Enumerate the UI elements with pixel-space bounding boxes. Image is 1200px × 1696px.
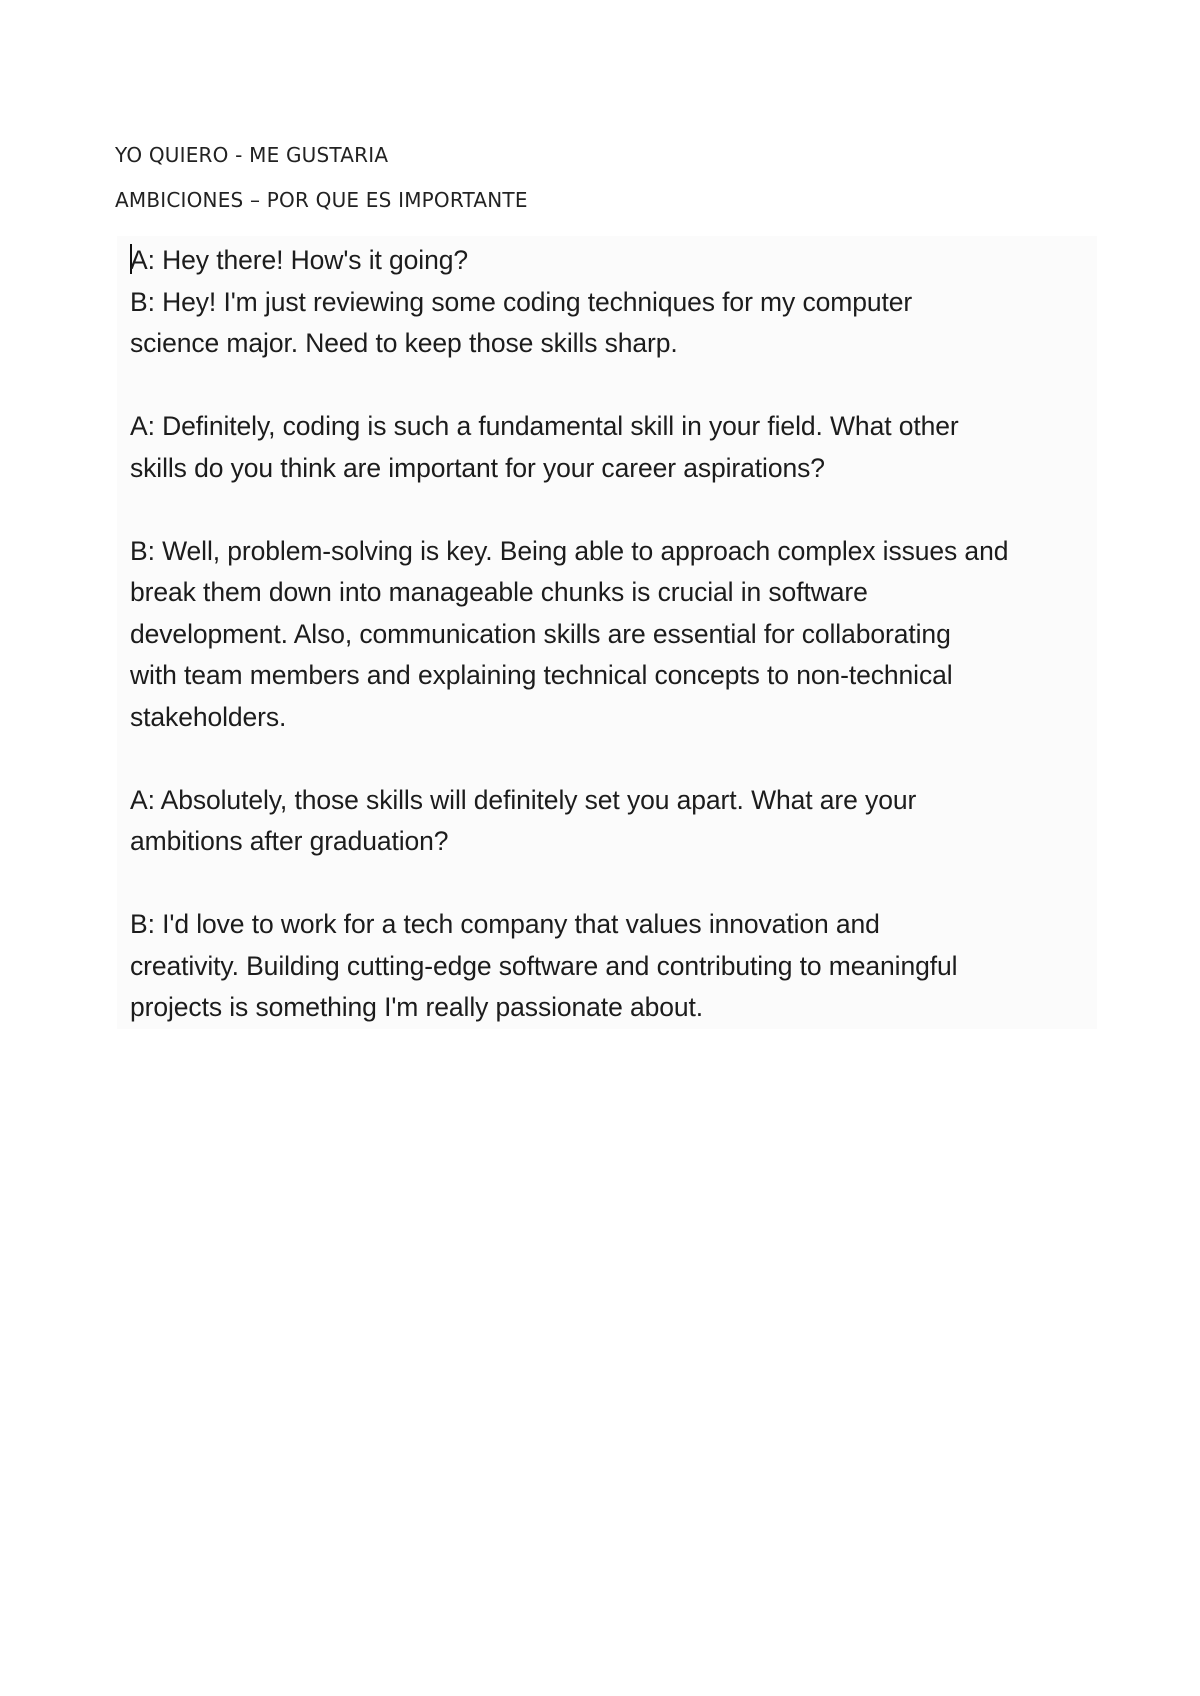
dialogue-text bbox=[130, 240, 1090, 1070]
dialogue-line-text: A: Hey there! How's it going? bbox=[130, 245, 468, 275]
dialogue-line: stakeholders. bbox=[130, 701, 287, 732]
dialogue-line: B: I'd love to work for a tech company that values innovation and bbox=[130, 909, 880, 939]
dialogue-line: A: Absolutely, those skills will definitely set you apart. What are your bbox=[130, 784, 917, 815]
dialogue-line: B: Hey! I'm just reviewing some coding techniques for my computer bbox=[130, 286, 913, 317]
dialogue-line: projects is something I'm really passionate about. bbox=[130, 992, 704, 1022]
dialogue-line: creativity. Building cutting-edge software and contributing to meaningful bbox=[130, 950, 958, 981]
dialogue-line: skills do you think are important for your career aspirations? bbox=[130, 452, 825, 483]
dialogue-turn-2 bbox=[130, 406, 1090, 489]
dialogue-line: ambitions after graduation? bbox=[130, 826, 449, 856]
dialogue-line: B: Well, problem-solving is key. Being able to approach complex issues and bbox=[130, 535, 1009, 566]
dialogue-turn-3 bbox=[130, 531, 1090, 739]
dialogue-line: break them down into manageable chunks is crucial in software bbox=[130, 577, 868, 607]
dialogue-line: science major. Need to keep those skills sharp. bbox=[130, 328, 678, 358]
dialogue-turn-1 bbox=[130, 240, 1090, 365]
heading-ambiciones: AMBICIONES – POR QUE ES IMPORTANTE bbox=[115, 188, 528, 212]
pasted-dialogue-image bbox=[117, 236, 1097, 1029]
heading-yo-quiero: YO QUIERO - ME GUSTARIA bbox=[115, 143, 389, 167]
dialogue-line: with team members and explaining technical concepts to non-technical bbox=[130, 660, 953, 690]
dialogue-line: development. Also, communication skills are essential for collaborating bbox=[130, 618, 951, 649]
dialogue-turn-4 bbox=[130, 780, 1090, 863]
dialogue-turn-5 bbox=[130, 904, 1090, 1029]
dialogue-line: A: Definitely, coding is such a fundamental skill in your field. What other bbox=[130, 411, 959, 441]
dialogue-line bbox=[130, 240, 1090, 282]
